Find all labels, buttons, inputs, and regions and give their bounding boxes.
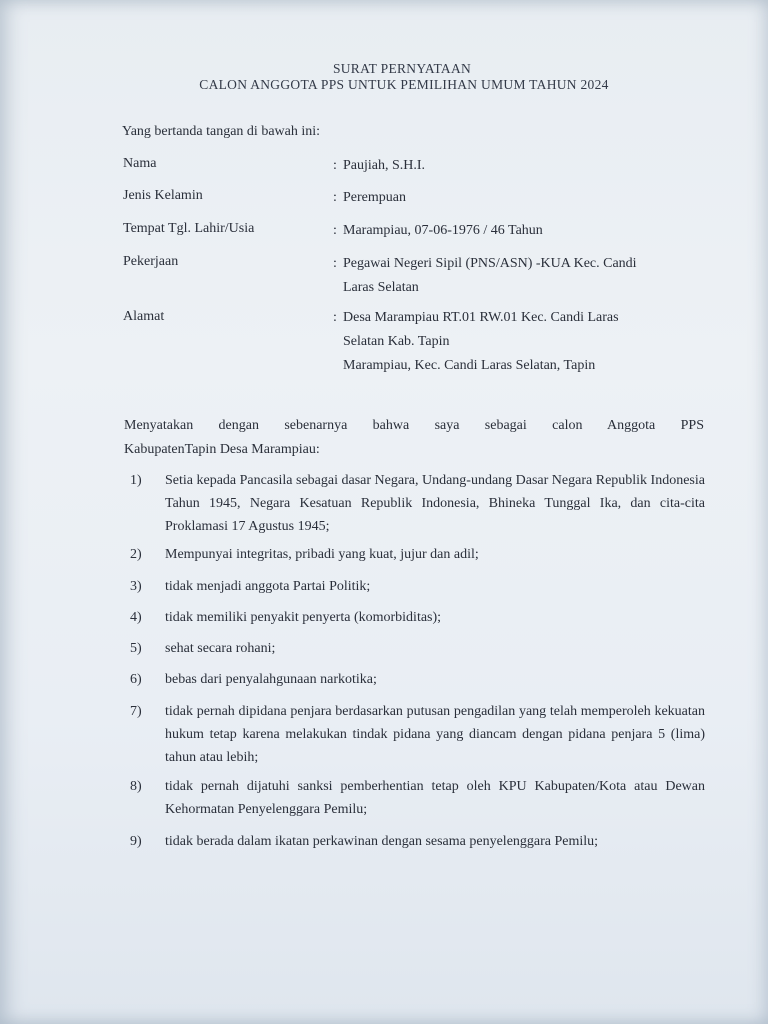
field-value-pekerjaan: : Pegawai Negeri Sipil (PNS/ASN) -KUA Kec. Candi Laras Selatan: [333, 252, 673, 300]
field-label-jenis-kelamin: Jenis Kelamin: [123, 188, 203, 203]
field-value-tempat-tgl-lahir: : Marampiau, 07-06-1976 / 46 Tahun: [333, 223, 543, 238]
field-value-jenis-kelamin: : Perempuan: [333, 190, 406, 205]
statement-line-1: Menyatakan dengan sebenarnya bahwa saya sebagai calon Anggota PPS: [124, 418, 704, 433]
list-item-number: 1): [130, 473, 142, 488]
list-item-2: [130, 543, 705, 566]
list-item-text: Setia kepada Pancasila sebagai dasar Negara, Undang-undang Dasar Negara Republik Indonesia Tahun 1945, Negara Kesatuan Republik Indonesia, Bhineka Tunggal Ika, dan cita-cita Proklamasi 17 Agustus 1945;: [165, 473, 705, 534]
field-label-tempat-tgl-lahir: Tempat Tgl. Lahir/Usia: [123, 221, 255, 236]
field-value-continuation: Selatan Kab. Tapin: [343, 334, 450, 349]
field-value-text: Desa Marampiau RT.01 RW.01 Kec. Candi Laras: [343, 310, 619, 325]
list-item-text: bebas dari penyalahgunaan narkotika;: [165, 672, 377, 687]
list-item-5: [130, 637, 705, 660]
statement-paragraph: [124, 414, 704, 462]
document-title: SURAT PERNYATAAN: [332, 61, 472, 76]
list-item-number: 6): [130, 672, 142, 687]
list-item-text: tidak memiliki penyakit penyerta (komorbiditas);: [165, 610, 442, 625]
statement-line-2: KabupatenTapin Desa Marampiau:: [124, 442, 320, 457]
list-item-8: [130, 775, 705, 821]
field-value-text: Pegawai Negeri Sipil (PNS/ASN) -KUA Kec. Candi: [343, 256, 637, 271]
field-value-continuation-2: Marampiau, Kec. Candi Laras Selatan, Tapin: [343, 358, 596, 373]
list-item-text: sehat secara rohani;: [165, 641, 276, 656]
list-item-1: [130, 469, 705, 538]
list-item-number: 4): [130, 610, 142, 625]
list-item-text: tidak pernah dijatuhi sanksi pemberhentian tetap oleh KPU Kabupaten/Kota atau Dewan Kehormatan Penyelenggara Pemilu;: [165, 779, 705, 817]
list-item-3: [130, 575, 705, 598]
list-item-text: Mempunyai integritas, pribadi yang kuat, jujur dan adil;: [165, 547, 479, 562]
list-item-7: [130, 700, 705, 769]
list-item-text: tidak menjadi anggota Partai Politik;: [165, 579, 371, 594]
list-item-4: [130, 606, 705, 629]
field-label-pekerjaan: Pekerjaan: [123, 254, 179, 269]
list-item-text: tidak berada dalam ikatan perkawinan dengan sesama penyelenggara Pemilu;: [165, 834, 599, 849]
document-subtitle: CALON ANGGOTA PPS UNTUK PEMILIHAN UMUM TAHUN 2024: [199, 77, 609, 92]
list-item-number: 2): [130, 547, 142, 562]
field-value-text: Perempuan: [343, 190, 406, 205]
intro-text: Yang bertanda tangan di bawah ini:: [122, 124, 321, 139]
field-value-continuation: Laras Selatan: [343, 280, 419, 295]
field-label-nama: Nama: [123, 156, 157, 171]
list-item-number: 7): [130, 704, 142, 719]
field-value-text: Paujiah, S.H.I.: [343, 158, 426, 173]
list-item-text: tidak pernah dipidana penjara berdasarkan putusan pengadilan yang telah memperoleh kekuatan hukum tetap karena melakukan tindak pidana yang diancam dengan pidana penjara 5 (lima) tahun atau lebih;: [165, 704, 705, 765]
list-item-number: 3): [130, 579, 142, 594]
list-item-number: 8): [130, 779, 142, 794]
list-item-number: 5): [130, 641, 142, 656]
list-item-number: 9): [130, 834, 142, 849]
field-value-text: Marampiau, 07-06-1976 / 46 Tahun: [343, 223, 543, 238]
field-value-alamat: : Desa Marampiau RT.01 RW.01 Kec. Candi Laras Selatan Kab. Tapin Marampiau, Kec. Candi Laras Selatan, Tapin: [333, 306, 673, 378]
list-item-9: [130, 830, 705, 853]
field-label-alamat: Alamat: [123, 309, 165, 324]
list-item-6: [130, 668, 705, 691]
field-value-nama: : Paujiah, S.H.I.: [333, 158, 426, 173]
